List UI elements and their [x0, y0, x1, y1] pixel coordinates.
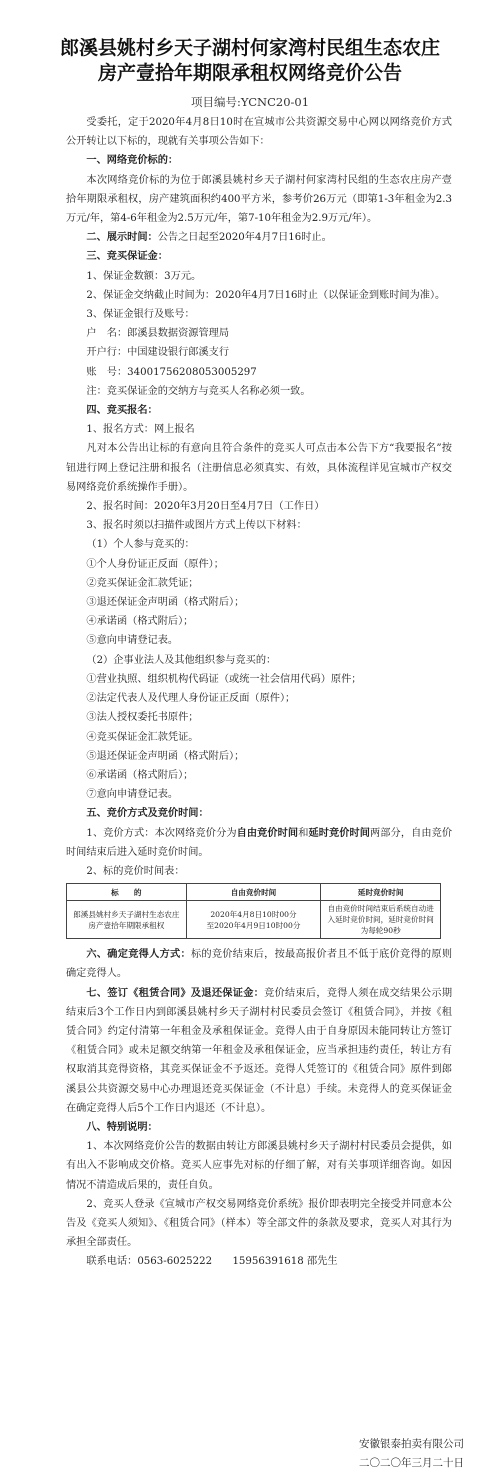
section-2-title: 二、展示时间：	[86, 231, 158, 244]
table-cell-subject: 郎溪县姚村乡天子湖村生态农庄房产壹拾年期限承租权	[67, 901, 187, 939]
account-number: 账 号：34001756208053005297	[86, 366, 257, 378]
signature-date: 二〇二〇年三月二十日	[359, 1457, 464, 1469]
bidding-schedule-table	[66, 883, 441, 939]
table-header-free-time: 自由竞价时间	[186, 884, 321, 901]
personal-title: （1）个人参与竞买的：	[86, 539, 195, 551]
table-header-subject: 标 的	[67, 884, 187, 901]
intro-paragraph: 受委托，定于2020年4月8日10时在宣城市公共资源交易中心网以网络竞价方式公开转让以下标的，现就有关事项公告如下：	[66, 117, 452, 148]
table-header-extended-time: 延时竞价时间	[321, 884, 441, 901]
section-8-title: 八、特别说明：	[86, 1120, 158, 1133]
account-name: 户 名：郎溪县数据资源管理局	[86, 328, 230, 340]
title-line-2: 房产壹拾年期限承租权网络竞价公告	[97, 62, 402, 84]
personal-item: ①个人身份证正反面（原件）；	[86, 558, 224, 570]
deposit-deadline: 2、保证金交纳截止时间为：2020年4月7日16时止（以保证金到账时间为准）。	[86, 289, 446, 301]
company-item: ⑤退还保证金声明函（格式附后）；	[86, 750, 245, 762]
section-2	[66, 228, 452, 247]
company-item: ③法人授权委托书原件；	[86, 712, 199, 724]
section-6-text: 标的竞价结束后，按最高报价者且不低于底价竞得的原则确定竞得人。	[66, 949, 453, 980]
section-7-text: 竞价结束后，竞得人须在成交结果公示期结束后3个工作日内到郎溪县姚村乡天子湖村村民委员会签订《租赁合同》，并按《租赁合同》约定付清第一年租金及承租保证金。竞得人由于自身原因未能同转让方签订《租赁合同》或未足额交纳第一年租金及承租保证金，应当承担违约责任，转让方有权取消其竞得资格，其竞买保证金不予返还。竞得人凭签订的《租赁合同》原件到郎溪县公共资源交易中心办理退还竞买保证金（不计息）手续。未竞得人的竞买保证金在确定竞得人后5个工作日内退还（不计息）。	[66, 987, 453, 1114]
personal-item: ③退还保证金声明函（格式附后）；	[86, 597, 245, 609]
company-item: ④竞买保证金汇款凭证。	[86, 731, 199, 743]
section-6-title: 六、确定竞得人方式：	[86, 948, 191, 961]
section-6	[66, 945, 452, 983]
personal-item: ⑤意向申请登记表。	[86, 635, 179, 647]
registration-materials: 3、报名时须以扫描件或图片方式上传以下材料：	[86, 520, 307, 532]
title-line-1: 郎溪县姚村乡天子湖村何家湾村民组生态农庄	[59, 37, 440, 59]
bidding-schedule-title: 2、标的竞价时间表：	[86, 865, 185, 877]
company-item: ⑦意向申请登记表。	[86, 789, 179, 801]
contact-phone: 联系电话：0563-6025222 15956391618 邵先生	[86, 1256, 338, 1268]
registration-time: 2、报名时间：2020年3月20日至4月7日（工作日）	[86, 501, 325, 513]
registration-method-text: 凡对本公告出让标的有意向且符合条件的竞买人可点击本公告下方“我要报名”按钮进行网上登记注册和报名（注册信息必须真实、有效，具体流程详见宣城市产权交易网络竞价系统操作手册）。	[66, 443, 452, 493]
free-bidding-label: 自由竞价时间	[236, 826, 299, 839]
table-cell-extended-time: 自由竞价时间结束后系统自动进入延时竞价时间，延时竞价时间为每轮90秒	[321, 901, 441, 939]
table-cell-free-time	[186, 901, 321, 939]
special-note-1: 1、本次网络竞价公告的数据由转让方郎溪县姚村乡天子湖村村民委员会提供，如有出入不影响成交价格。竞买人应事先对标的仔细了解，对有关事项详细咨询。如因情况不清造成后果的，责任自负。	[66, 1141, 452, 1191]
deposit-amount: 1、保证金数额：3万元。	[86, 270, 202, 282]
company-item: ⑥承诺函（格式附后）；	[86, 769, 194, 781]
bidding-method-e: 两部分，自由竞价时间结束后进入延时竞价时间。	[66, 827, 453, 858]
bidding-method-c: 和	[298, 827, 309, 839]
personal-item: ④承诺函（格式附后）；	[86, 616, 194, 628]
section-7	[66, 984, 452, 1118]
announcement-body	[66, 113, 452, 1272]
section-3-title: 三、竞买保证金：	[86, 250, 168, 263]
company-item: ②法定代表人及代理人身份证正反面（原件）；	[86, 693, 296, 705]
bidding-method	[66, 824, 452, 862]
company-signature: 安徽银泰拍卖有限公司	[359, 1438, 464, 1450]
registration-method: 1、报名方式：网上报名	[86, 424, 195, 436]
free-time-start: 2020年4月8日10时00分	[210, 909, 297, 919]
extended-bidding-label: 延时竞价时间	[308, 826, 371, 839]
section-2-text: 公告之日起至2020年4月7日16时止。	[157, 232, 332, 244]
bidding-method-a: 1、竞价方式：本次网络竞价分为	[86, 827, 237, 839]
deposit-note: 注：竞买保证金的交纳方与竞买人名称必须一致。	[86, 385, 311, 397]
company-item: ①营业执照、组织机构代码证（或统一社会信用代码）原件；	[86, 673, 362, 685]
free-time-end: 至2020年4月9日10时00分	[206, 920, 301, 930]
special-note-2: 2、竞买人登录《宣城市产权交易网络竞价系统》报价即表明完全接受并同意本公告及《竞买人须知》、《租赁合同》（样本）等全部文件的条款及要求，竞买人对其行为承担全部责任。	[66, 1198, 452, 1249]
deposit-bank-title: 3、保证金银行及账号：	[86, 309, 195, 321]
section-7-title: 七、签订《租赁合同》及退还保证金：	[86, 986, 265, 999]
company-title: （2）企事业法人及其他组织参与竞买的：	[86, 654, 277, 666]
section-5-title: 五、竞价方式及竞价时间：	[86, 807, 209, 820]
personal-item: ②竞买保证金汇款凭证；	[86, 577, 199, 589]
account-bank: 开户行：中国建设银行郎溪支行	[86, 347, 230, 359]
section-4-title: 四、竞买报名：	[86, 404, 158, 417]
section-1-title: 一、网络竞价标的：	[86, 154, 179, 167]
section-1-text: 本次网络竞价标的为位于郎溪县姚村乡天子湖村何家湾村民组的生态农庄房产壹拾年期限承租权，房产建筑面积约400平方米，参考价26万元（即第1-3年租金为2.3万元/年，第4-6年租金为2.5万元/年，第7-10年租金为2.9万元/年）。	[66, 174, 452, 225]
project-number: 项目编号:YCNC20-01	[190, 95, 310, 109]
